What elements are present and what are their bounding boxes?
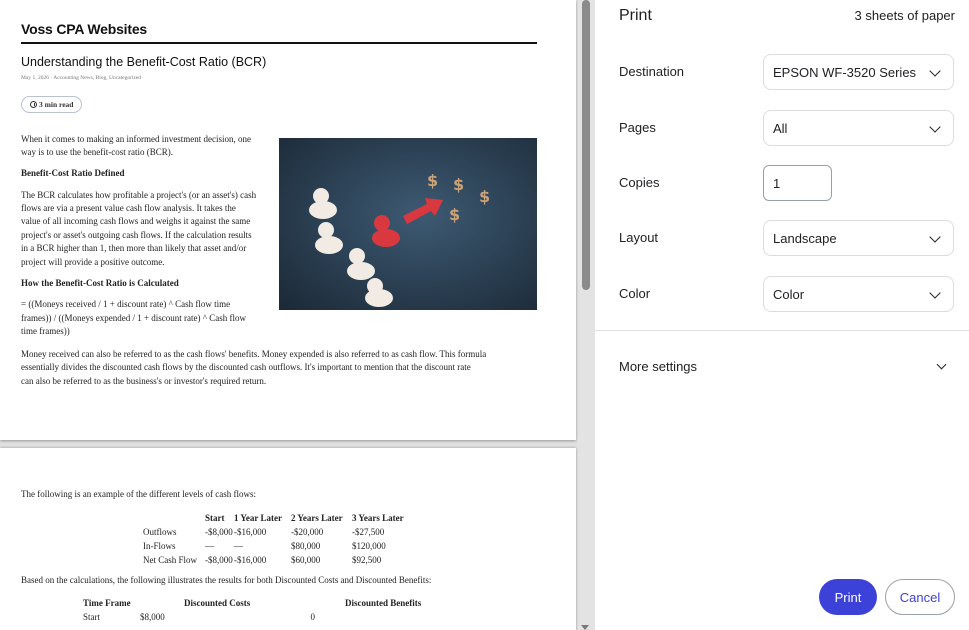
table-header-row (83, 596, 421, 610)
section-heading: Benefit-Cost Ratio Defined (21, 168, 125, 178)
destination-value: EPSON WF-3520 Series (773, 64, 917, 80)
post-title: Understanding the Benefit-Cost Ratio (BCR) (21, 55, 267, 69)
table-cell: $120,000 (352, 541, 386, 551)
preview-page-1 (0, 0, 576, 440)
body-line: The BCR calculates how profitable a project's (or an asset's) cash (21, 190, 257, 200)
chevron-down-icon[interactable] (937, 360, 947, 370)
formula-line: time frames)) (21, 326, 70, 336)
print-button[interactable]: Print (819, 579, 877, 615)
more-settings-toggle[interactable]: More settings (619, 359, 698, 374)
pages-value: All (773, 120, 788, 136)
chevron-down-icon (929, 287, 940, 298)
column-header: 3 Years Later (352, 513, 404, 523)
table-row (143, 553, 404, 567)
table-cell: $92,500 (352, 555, 382, 565)
destination-label: Destination (619, 64, 685, 79)
settings-divider (595, 330, 969, 331)
body-line: project will provide a positive outcome. (21, 257, 165, 267)
table-cell: -$20,000 (291, 527, 324, 537)
body-line: Based on the calculations, the following illustrates the results for both Discounted Costs and Discounted Benefits: (21, 575, 432, 585)
time-frame-cell: Start (83, 611, 100, 622)
scroll-down-arrow-icon[interactable] (581, 625, 589, 630)
column-header: Start (205, 513, 225, 523)
table-cell: -$8,000 (205, 527, 233, 537)
table-cell: -$27,500 (352, 527, 385, 537)
copies-input[interactable] (763, 165, 832, 201)
table-row (143, 539, 404, 553)
read-time-badge (21, 96, 82, 113)
copies-label: Copies (619, 175, 660, 190)
table-cell: $60,000 (291, 555, 321, 565)
color-select[interactable] (763, 276, 954, 312)
preview-scrollbar[interactable] (578, 0, 593, 630)
column-header: Discounted Costs (184, 598, 251, 608)
panel-title: Print (619, 7, 652, 24)
destination-select[interactable] (763, 54, 954, 90)
body-line: can also be referred to as the business's or investor's required return. (21, 376, 267, 386)
preview-page-2 (0, 448, 576, 630)
body-line: essentially divides the discounted cash flows by the discounted cash outflows. It's important to mention that the discount rate (21, 362, 471, 372)
column-header: 2 Years Later (291, 513, 343, 523)
table-cell (83, 610, 184, 623)
clock-icon (30, 101, 37, 108)
color-label: Color (619, 286, 651, 301)
body-line: project's or asset's outgoing cash flows. If the calculation results (21, 230, 252, 240)
table-cell: -$8,000 (205, 555, 233, 565)
body-line: The following is an example of the different levels of cash flows: (21, 489, 257, 499)
table-row (143, 525, 404, 539)
table-cell: In-Flows (143, 541, 176, 551)
svg-text:$: $ (449, 205, 461, 224)
chevron-down-icon (929, 121, 940, 132)
color-value: Color (773, 286, 805, 302)
column-header: 1 Year Later (234, 513, 282, 523)
column-header (143, 511, 205, 525)
intro-line: When it comes to making an informed investment decision, one (21, 134, 251, 144)
body-line: value of all incoming cash flows and weighs it against the same (21, 216, 251, 226)
table-cell: -$16,000 (234, 555, 267, 565)
pages-select[interactable] (763, 110, 954, 146)
body-line: Money received can also be referred to as the cash flows' benefits. Money expended is also referred to as cash flow. This formula (21, 349, 487, 359)
section-heading: How the Benefit-Cost Ratio is Calculated (21, 278, 179, 288)
chevron-down-icon (929, 65, 940, 76)
discount-table (83, 596, 421, 623)
pages-label: Pages (619, 120, 656, 135)
table-header-row (143, 511, 404, 525)
table-cell (345, 610, 421, 623)
table-cell: — (234, 541, 243, 551)
layout-label: Layout (619, 230, 659, 245)
post-meta: May 1, 2026 · Accounting News, Blog, Uncategorized (21, 75, 142, 81)
formula-line: frames)) / ((Moneys expended / 1 + discount rate) ^ Cash flow (21, 313, 246, 323)
svg-text:$: $ (479, 187, 491, 206)
layout-value: Landscape (773, 230, 837, 246)
table-cell: -$16,000 (234, 527, 267, 537)
body-line: in a BCR higher than 1, then more than likely that asset and/or (21, 243, 247, 253)
print-settings-panel (595, 0, 969, 630)
table-row (83, 610, 421, 623)
read-time-label: 3 min read (39, 100, 74, 109)
table-cell: — (205, 541, 214, 551)
svg-text:$: $ (453, 175, 465, 194)
cancel-button[interactable]: Cancel (885, 579, 955, 615)
layout-select[interactable] (763, 220, 954, 256)
table-cell: Net Cash Flow (143, 555, 197, 565)
svg-text:$: $ (427, 171, 439, 190)
table-cell: 0 (310, 611, 315, 622)
intro-line: way is to use the benefit-cost ratio (BCR). (21, 147, 173, 157)
body-line: flows are via a present value cash flow analysis. It takes the (21, 203, 236, 213)
sheet-count: 3 sheets of paper (854, 8, 955, 23)
scrollbar-thumb[interactable] (582, 0, 590, 290)
table-cell: Outflows (143, 527, 177, 537)
formula-line: = ((Moneys received / 1 + discount rate) ^ Cash flow time (21, 299, 231, 309)
column-header: Discounted Benefits (345, 598, 422, 608)
site-title: Voss CPA Websites (21, 21, 148, 37)
table-cell: $80,000 (291, 541, 321, 551)
discounted-cost-cell: $8,000 (140, 611, 165, 622)
chevron-down-icon (929, 231, 940, 242)
article-photo (279, 138, 537, 310)
title-divider (21, 42, 537, 44)
column-header: Time Frame (83, 598, 131, 608)
cash-flow-table (143, 511, 404, 567)
